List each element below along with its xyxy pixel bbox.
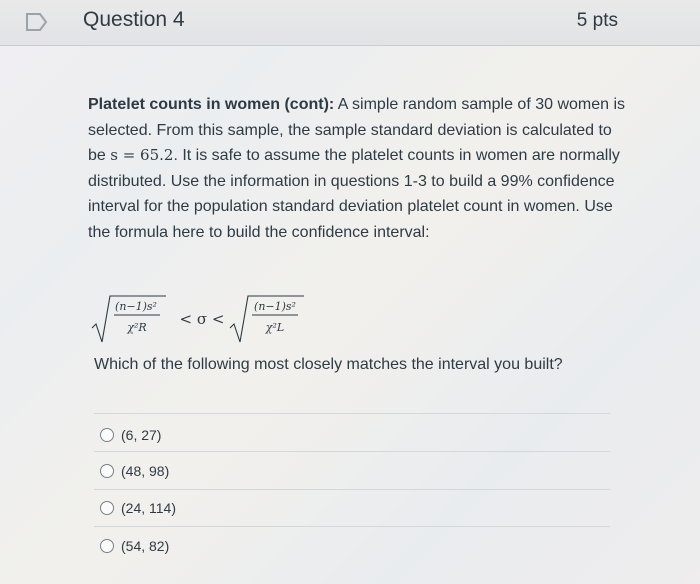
question-lead: Platelet counts in women (cont): [88, 96, 335, 113]
radio-button-icon[interactable] [100, 539, 114, 553]
confidence-interval-formula [90, 290, 320, 346]
question-text-1: A simple random sample of 30 women is selected. From this sample, the sample standard deviation is calculated to be [88, 96, 626, 164]
divider [94, 489, 610, 490]
question-title: Question 4 [83, 8, 185, 31]
radio-button-icon[interactable] [100, 464, 114, 478]
question-prompt: Which of the following most closely matches the interval you built? [94, 356, 563, 373]
question-header [0, 0, 700, 46]
answer-label: (6, 27) [121, 427, 162, 443]
question-points: 5 pts [576, 10, 618, 31]
answer-label: (54, 82) [121, 538, 170, 554]
right-denominator: χ²L [265, 321, 285, 334]
question-text-2: . It is safe to assume the platelet counts in women are normally distributed. Use the information in questions 1-3 to build a 99% confidence interval for the population standard deviation platelet count in women. Use the formula here to build the confidence interval: [88, 147, 620, 241]
question-text [88, 92, 628, 245]
right-numerator: (n−1)s² [254, 300, 296, 313]
answer-option[interactable] [100, 424, 161, 446]
radio-button-icon[interactable] [100, 501, 114, 515]
divider [94, 451, 610, 452]
radio-button-icon[interactable] [100, 428, 114, 442]
formula-middle: < σ < [179, 310, 225, 328]
divider [94, 526, 610, 527]
divider [94, 413, 610, 414]
answer-label: (48, 98) [121, 463, 170, 479]
answer-option[interactable] [100, 460, 169, 482]
answer-option[interactable] [100, 497, 176, 519]
flag-icon[interactable] [24, 11, 50, 33]
left-numerator: (n−1)s² [115, 300, 157, 313]
left-denominator: χ²R [127, 321, 147, 334]
answer-label: (24, 114) [121, 500, 176, 516]
sample-sd-math: s = 65.2 [110, 146, 174, 164]
answer-option[interactable] [100, 535, 169, 557]
